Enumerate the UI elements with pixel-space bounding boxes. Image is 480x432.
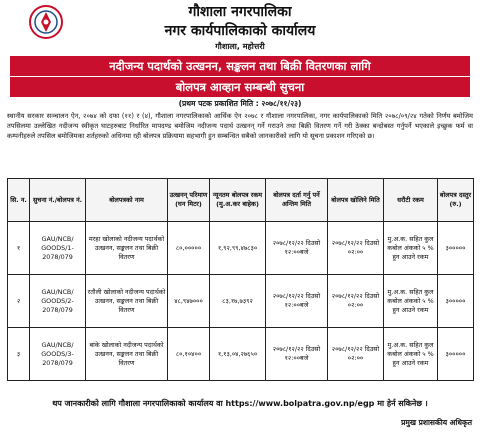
cell-opening-date: २०७८/१२/२२ दिउसो ०२:००	[328, 328, 384, 381]
cell-opening-date: २०७८/१२/२२ दिउसो ०२:००	[328, 222, 384, 275]
col-header-min-amount: न्यूनतम बोलपत्र रकम (मु.अ.कर बाहेक)	[210, 179, 266, 222]
cell-tender-name: रतौली खोलाको नदीजन्य पदार्थको उत्खनन, सङ्कलन तथा बिक्री वितरण	[86, 275, 168, 328]
cell-serial: १	[8, 222, 30, 275]
office-name: गौशाला नगरपालिका	[188, 4, 292, 20]
cell-notice-no: GAU/NCB/ GOODS/3- 2078/079	[30, 328, 86, 381]
col-header-quantity: उत्खनन् परिमाण (घन मिटर)	[168, 179, 210, 222]
cell-fee: ३०००००	[438, 328, 474, 381]
cell-notice-no: GAU/NCB/ GOODS/2- 2078/079	[30, 275, 86, 328]
col-header-fee: बोलपत्र दस्तुर (रु.)	[438, 179, 474, 222]
signatory-title: प्रमुख प्रशासकीय अधिकृत	[401, 418, 472, 427]
table-row	[8, 275, 474, 328]
tender-table	[7, 178, 474, 381]
cell-bid-security: मु.अ.क. सहित कुल कबोल अंकको ५ % हुन आउने रकम	[384, 328, 438, 381]
col-header-deadline: बोलपत्र दर्ता गर्नु पर्ने अन्तिम मिति	[266, 179, 328, 222]
cell-min-amount: १,१३,०४,२७६५०	[210, 328, 266, 381]
cell-min-amount: ८३,१७,७३९२	[210, 275, 266, 328]
cell-bid-security: मु.अ.क. सहित कुल कबोल अंकको ५ % हुन आउने रकम	[384, 222, 438, 275]
publish-date: (प्रथम पटक प्रकाशित मिति : २०७८/११/२३)	[178, 99, 302, 108]
table-row	[8, 222, 474, 275]
footer-note: थप जानकारीको लागि गौशाला नगरपालिकाको कार्यालय वा https://www.bolpatra.gov.np/egp मा हेर्न सकिनेछ ।	[52, 399, 428, 408]
cell-fee: ३०००००	[438, 275, 474, 328]
cell-serial: ३	[8, 328, 30, 381]
office-department: नगर कार्यपालिकाको कार्यालय	[164, 23, 316, 39]
col-header-opening-date: बोलपत्र खोलिने मिति	[328, 179, 384, 222]
table-header-row	[8, 179, 474, 222]
cell-notice-no: GAU/NCB/ GOODS/1- 2078/079	[30, 222, 86, 275]
cell-deadline: २०७८/१२/२२ दिउसो १२:००बजे	[266, 275, 328, 328]
cell-deadline: २०७८/१२/२२ दिउसो १२:००बजे	[266, 328, 328, 381]
intro-paragraph: स्थानीय सरकार सञ्चालन ऐन, २०७४ को दफा (११) र (४), गौशाला नगरपालिकाको आर्थिक ऐन २०७८ र गौशाला नगरपालिका, नगर कार्यपालिकाको मिति २०७८/०९/२४ गतेको निर्णय बमोजिम तपसिलमा उल्लेखित नदीजन्य स्वीकृत घाटहरुबाट निर्धारित मापदण्ड बमोजिम नदीजन्य पदार्थ उत्खनन् गर्ने गराउने तथा बिक्री वितरण गर्ने गरी ठेक्का बन्दोबस्त गर्नुपर्ने भएकाले इच्छुक फर्म वा कम्पनीहरुले तपसिल बमोजिमका शर्तहरुको अधिनमा रही बोलपत्र प्रक्रियामा सहभागी हुन सम्बन्धित सबैको जानकारीको लागि यो सूचना प्रकाशन गरिएको छ।	[7, 112, 473, 140]
cell-tender-name: मरहा खोलाको नदीजन्य पदार्थको उत्खनन, सङ्कलन तथा बिक्री वितरण	[86, 222, 168, 275]
col-header-bid-security: धरौटी रकम	[384, 179, 438, 222]
cell-quantity: ४८,९४७०००	[168, 275, 210, 328]
cell-opening-date: २०७८/१२/२२ दिउसो ०२:००	[328, 275, 384, 328]
cell-quantity: ८०,१०४००	[168, 328, 210, 381]
cell-serial: २	[8, 275, 30, 328]
cell-quantity: ८०,०००००	[168, 222, 210, 275]
cell-min-amount: १,९२,९९,४७८३०	[210, 222, 266, 275]
cell-bid-security: मु.अ.क. सहित कुल कबोल अंकको ५ % हुन आउने रकम	[384, 275, 438, 328]
col-header-tender-name: बोलपत्रको नाम	[86, 179, 168, 222]
notice-title: नदीजन्य पदार्थको उत्खनन, सङ्कलन तथा बिक्री वितरणका लागि	[10, 56, 470, 76]
col-header-serial: सि. न.	[8, 179, 30, 222]
notice-subtitle: बोलपत्र आव्हान सम्बन्धी सुचना	[10, 76, 470, 97]
cell-deadline: २०७८/१२/२२ दिउसो १२:००बजे	[266, 222, 328, 275]
col-header-notice-no: सुचना नं./बोलपत्र नं.	[30, 179, 86, 222]
cell-tender-name: बांके खोलाको नदीजन्य पदार्थको उत्खनन, सङ्कलन तथा बिक्री वितरण	[86, 328, 168, 381]
table-row	[8, 328, 474, 381]
office-location: गौशाला, महोत्तरी	[215, 42, 265, 51]
cell-fee: ३०००००	[438, 222, 474, 275]
